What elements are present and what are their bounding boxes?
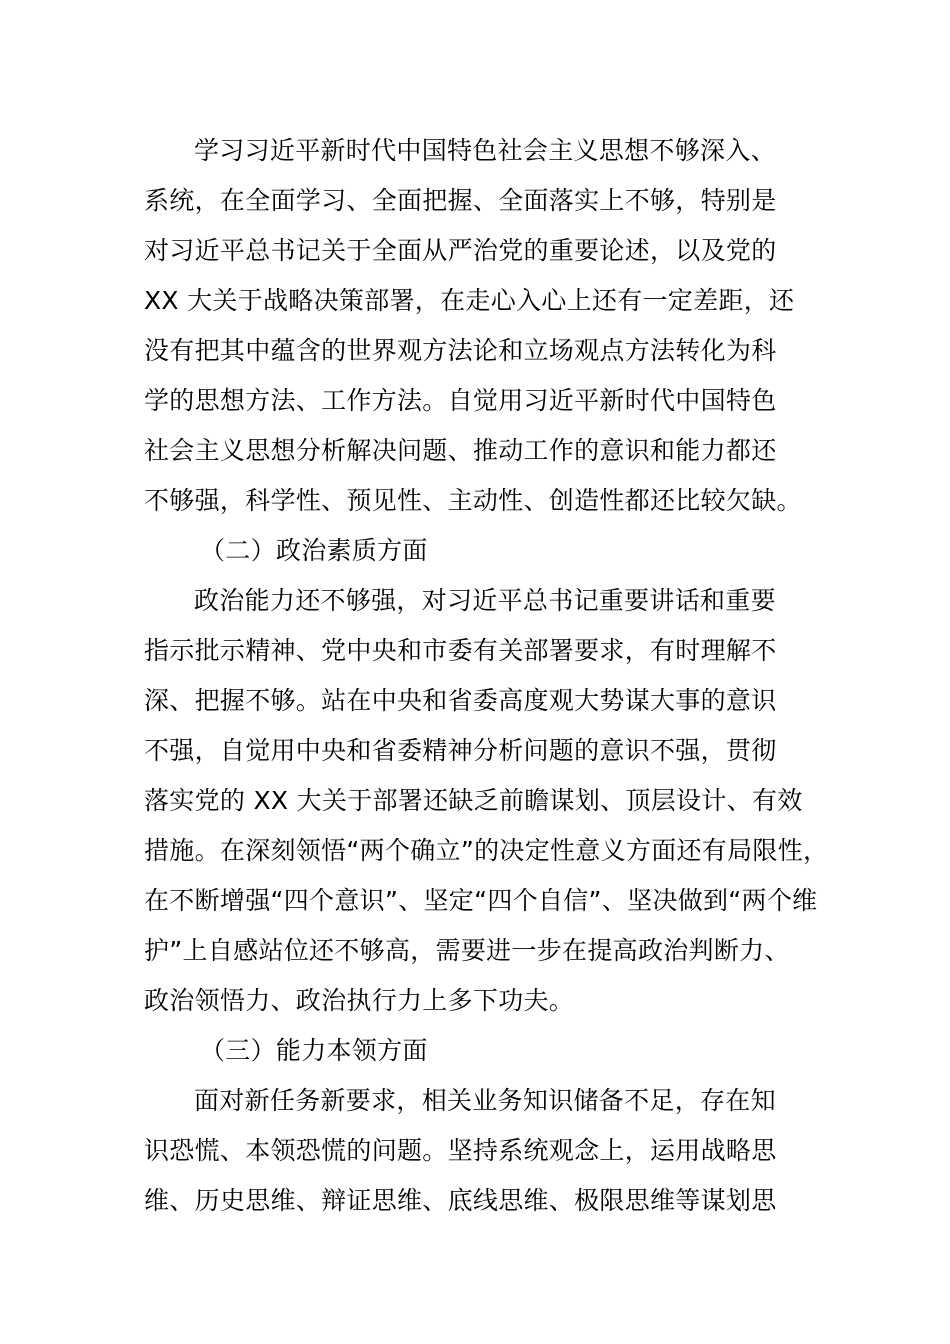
paragraph-2-line-5: 落实党的 XX 大关于部署还缺乏前瞻谋划、顶层设计、有效 [144, 786, 803, 815]
paragraph-2-line-9: 政治领悟力、政治执行力上多下功夫。 [144, 986, 575, 1015]
paragraph-3-line-2: 识恐慌、本领恐慌的问题。坚持系统观念上，运用战略思 [144, 1136, 777, 1165]
paragraph-2-line-2: 指示批示精神、党中央和市委有关部署要求，有时理解不 [144, 636, 777, 665]
paragraph-1-line-5: 没有把其中蕴含的世界观方法论和立场观点方法转化为科 [144, 336, 777, 365]
section-heading-ability: （三）能力本领方面 [200, 1036, 428, 1065]
paragraph-3-line-3: 维、历史思维、辩证思维、底线思维、极限思维等谋划思 [144, 1186, 777, 1215]
paragraph-1-line-2: 系统，在全面学习、全面把握、全面落实上不够，特别是 [144, 186, 777, 215]
section-heading-political-quality: （二）政治素质方面 [200, 536, 428, 565]
paragraph-2-line-6: 措施。在深刻领悟“两个确立”的决定性意义方面还有局限性， [144, 836, 829, 865]
paragraph-1-line-6: 学的思想方法、工作方法。自觉用习近平新时代中国特色 [144, 386, 777, 415]
paragraph-3-line-1: 面对新任务新要求，相关业务知识储备不足，存在知 [194, 1086, 776, 1115]
paragraph-2-line-8: 护”上自感站位还不够高，需要进一步在提高政治判断力、 [144, 936, 790, 965]
paragraph-1-line-4: XX 大关于战略决策部署，在走心入心上还有一定差距，还 [144, 286, 795, 315]
paragraph-2-line-7: 在不断增强“四个意识”、坚定“四个自信”、坚决做到“两个维 [144, 886, 818, 915]
paragraph-2-line-3: 深、把握不够。站在中央和省委高度观大势谋大事的意识 [144, 686, 777, 715]
paragraph-1-line-3: 对习近平总书记关于全面从严治党的重要论述，以及党的 [144, 236, 777, 265]
paragraph-1-line-7: 社会主义思想分析解决问题、推动工作的意识和能力都还 [144, 436, 777, 465]
paragraph-1-line-1: 学习习近平新时代中国特色社会主义思想不够深入、 [194, 136, 776, 165]
paragraph-2-line-1: 政治能力还不够强，对习近平总书记重要讲话和重要 [194, 586, 776, 615]
paragraph-2-line-4: 不强，自觉用中央和省委精神分析问题的意识不强，贯彻 [144, 736, 777, 765]
paragraph-1-line-8: 不够强，科学性、预见性、主动性、创造性都还比较欠缺。 [144, 486, 802, 515]
